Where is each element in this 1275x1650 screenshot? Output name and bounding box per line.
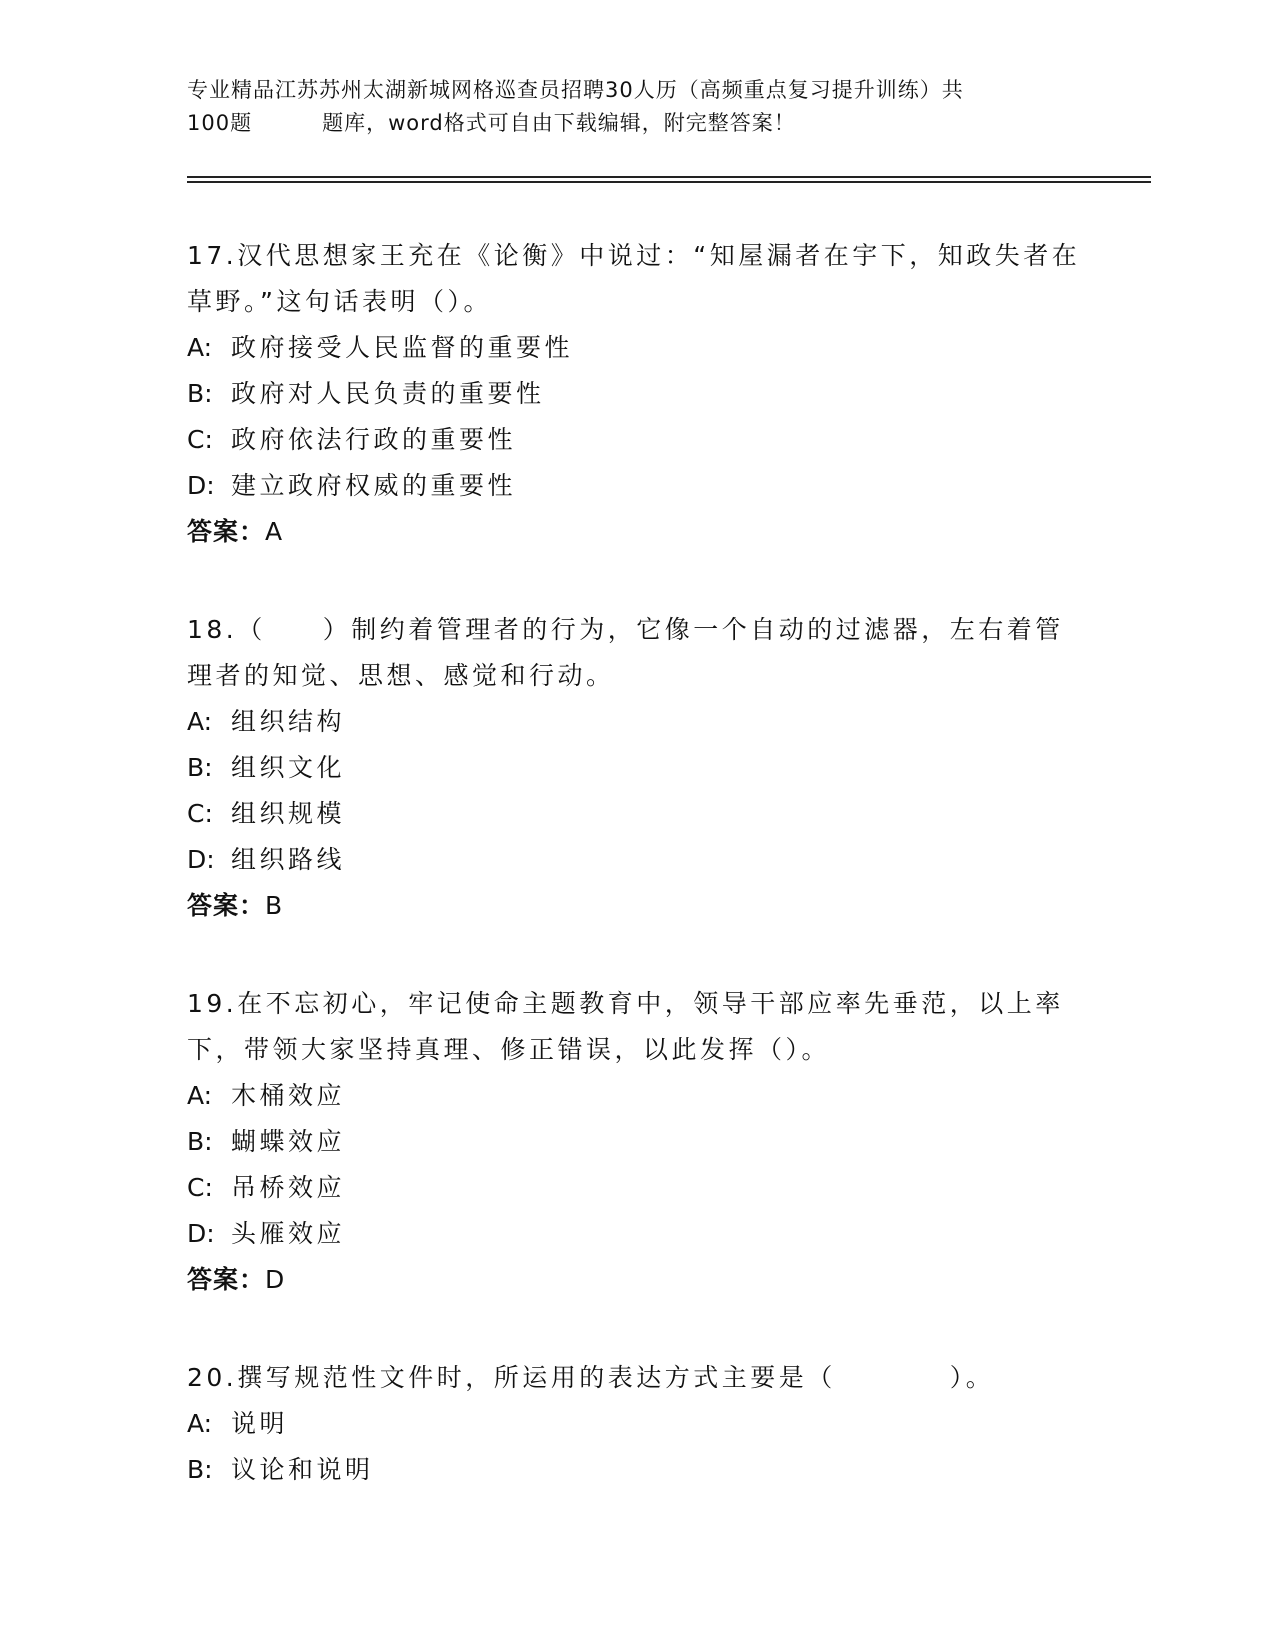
option-text: 政府对人民负责的重要性 <box>231 379 545 408</box>
option-key: A: <box>187 707 213 736</box>
question-18 <box>187 607 1087 929</box>
option-key: C: <box>187 799 213 828</box>
option-key: B: <box>187 753 213 782</box>
option-text: 组织规模 <box>231 799 346 828</box>
option-key: A: <box>187 1081 213 1110</box>
answer-label: 答案： <box>187 517 266 546</box>
option-c <box>187 791 1087 837</box>
option-key: B: <box>187 1455 213 1484</box>
option-text: 木桶效应 <box>231 1081 346 1110</box>
question-text: 19.在不忘初心，牢记使命主题教育中，领导干部应率先垂范，以上率下，带领大家坚持真理、修正错误，以此发挥（）。 <box>187 989 1064 1064</box>
option-text: 组织结构 <box>231 707 346 736</box>
option-text: 说明 <box>231 1409 289 1438</box>
option-b <box>187 371 1087 417</box>
option-text: 组织路线 <box>231 845 346 874</box>
option-d <box>187 837 1087 883</box>
option-a <box>187 1401 1087 1447</box>
header-description: 题库，word格式可自由下载编辑，附完整答案！ <box>322 111 796 135</box>
option-b <box>187 745 1087 791</box>
option-key: B: <box>187 1127 213 1156</box>
option-key: D: <box>187 845 215 874</box>
option-text: 头雁效应 <box>231 1219 346 1248</box>
option-a <box>187 1073 1087 1119</box>
question-17 <box>187 233 1087 555</box>
option-text: 组织文化 <box>231 753 346 782</box>
question-text: 18.（ ）制约着管理者的行为，它像一个自动的过滤器，左右着管理者的知觉、思想、感觉和行动。 <box>187 615 1064 690</box>
header-line-2 <box>187 107 1087 140</box>
answer-label: 答案： <box>187 891 266 920</box>
option-d <box>187 463 1087 509</box>
header-line-1: 专业精品江苏苏州太湖新城网格巡查员招聘30人历（高频重点复习提升训练）共 <box>187 78 964 102</box>
answer-value: B <box>265 891 284 920</box>
header-rule-top <box>187 176 1151 178</box>
option-key: C: <box>187 1173 213 1202</box>
option-key: B: <box>187 379 213 408</box>
option-b <box>187 1119 1087 1165</box>
answer <box>187 509 1087 555</box>
option-a <box>187 699 1087 745</box>
answer-value: D <box>265 1265 286 1294</box>
document-header <box>187 74 1087 140</box>
answer-label: 答案： <box>187 1265 266 1294</box>
answer-value: A <box>265 517 284 546</box>
option-c <box>187 417 1087 463</box>
header-count: 100题 <box>187 111 253 135</box>
option-d <box>187 1211 1087 1257</box>
option-a <box>187 325 1087 371</box>
answer <box>187 1257 1087 1303</box>
option-key: A: <box>187 1409 213 1438</box>
option-b <box>187 1447 1087 1493</box>
question-19 <box>187 981 1087 1303</box>
option-text: 政府依法行政的重要性 <box>231 425 517 454</box>
option-key: D: <box>187 1219 215 1248</box>
option-c <box>187 1165 1087 1211</box>
option-key: C: <box>187 425 213 454</box>
option-text: 政府接受人民监督的重要性 <box>231 333 574 362</box>
option-text: 建立政府权威的重要性 <box>231 471 517 500</box>
question-list <box>187 233 1087 1545</box>
question-text: 17.汉代思想家王充在《论衡》中说过：“知屋漏者在宇下，知政失者在草野。”这句话表明（）。 <box>187 241 1081 316</box>
question-text: 20.撰写规范性文件时，所运用的表达方式主要是（ ）。 <box>187 1363 995 1392</box>
option-key: A: <box>187 333 213 362</box>
option-text: 蝴蝶效应 <box>231 1127 346 1156</box>
answer <box>187 883 1087 929</box>
option-text: 议论和说明 <box>231 1455 374 1484</box>
option-key: D: <box>187 471 215 500</box>
option-text: 吊桥效应 <box>231 1173 346 1202</box>
question-20 <box>187 1355 1087 1493</box>
header-rule-bottom <box>187 181 1151 183</box>
